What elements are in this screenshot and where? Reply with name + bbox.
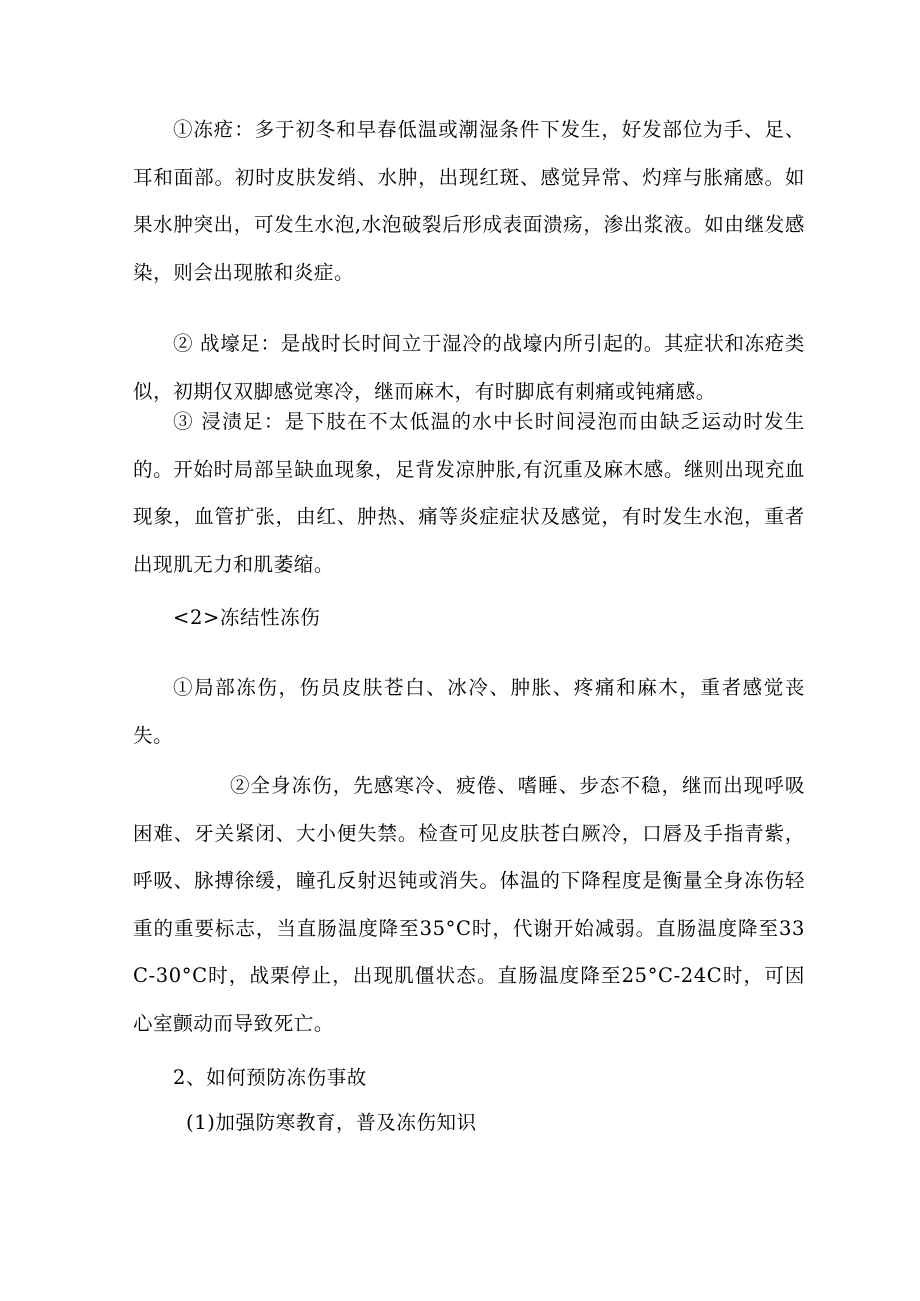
paragraph-frostbite-chilblain: ①冻疮：多于初冬和早春低温或潮湿条件下发生，好发部位为手、足、耳和面部。初时皮肤发绡、水肿，出现红斑、感觉异常、灼痒与胀痛感。如果水肿突出，可发生水泡,水泡破裂后形成表面溃疡，渗出浆液。如由继发感染，则会出现脓和炎症。 [133, 118, 805, 284]
paragraph-immersion-foot: ③ 浸渍足：是下肢在不太低温的水中长时间浸泡而由缺乏运动时发生的。开始时局部呈缺血现象，足背发凉肿胀,有沉重及麻木感。继则出现充血现象，血管扩张，由红、肿热、痛等炎症症状及感觉，有时发生水泡，重者出现肌无力和肌萎缩。 [133, 410, 805, 576]
section-heading-freezing-injury: <2>冻结性冻伤 [173, 606, 321, 629]
paragraph-local-frostbite: ①局部冻伤，伤员皮肤苍白、冰冷、肿胀、疼痛和麻木，重者感觉丧失。 [133, 676, 805, 747]
section-heading-prevention: 2、如何预防冻伤事故 [173, 1066, 367, 1089]
subheading-cold-education: (1)加强防寒教育，普及冻伤知识 [186, 1111, 477, 1134]
paragraph-systemic-frostbite: ②全身冻伤，先感寒冷、疲倦、嗜睡、步态不稳，继而出现呼吸困难、牙关紧闭、大小便失禁。检查可见皮肤苍白厥冷，口唇及手指青紫，呼吸、脉搏徐缓，瞳孔反射迟钝或消失。体温的下降程度是衡量全身冻伤轻重的重要标志，当直肠温度降至35°C时，代谢开始减弱。直肠温度降至33C-30°C时，战栗停止，出现肌僵状态。直肠温度降至25°C-24C时，可因心室颤动而导致死亡。 [133, 774, 805, 1035]
paragraph-trench-foot: ② 战壕足：是战时长时间立于湿冷的战壕内所引起的。其症状和冻疮类似，初期仅双脚感觉寒冷，继而麻木，有时脚底有刺痛或钝痛感。 [133, 332, 805, 403]
